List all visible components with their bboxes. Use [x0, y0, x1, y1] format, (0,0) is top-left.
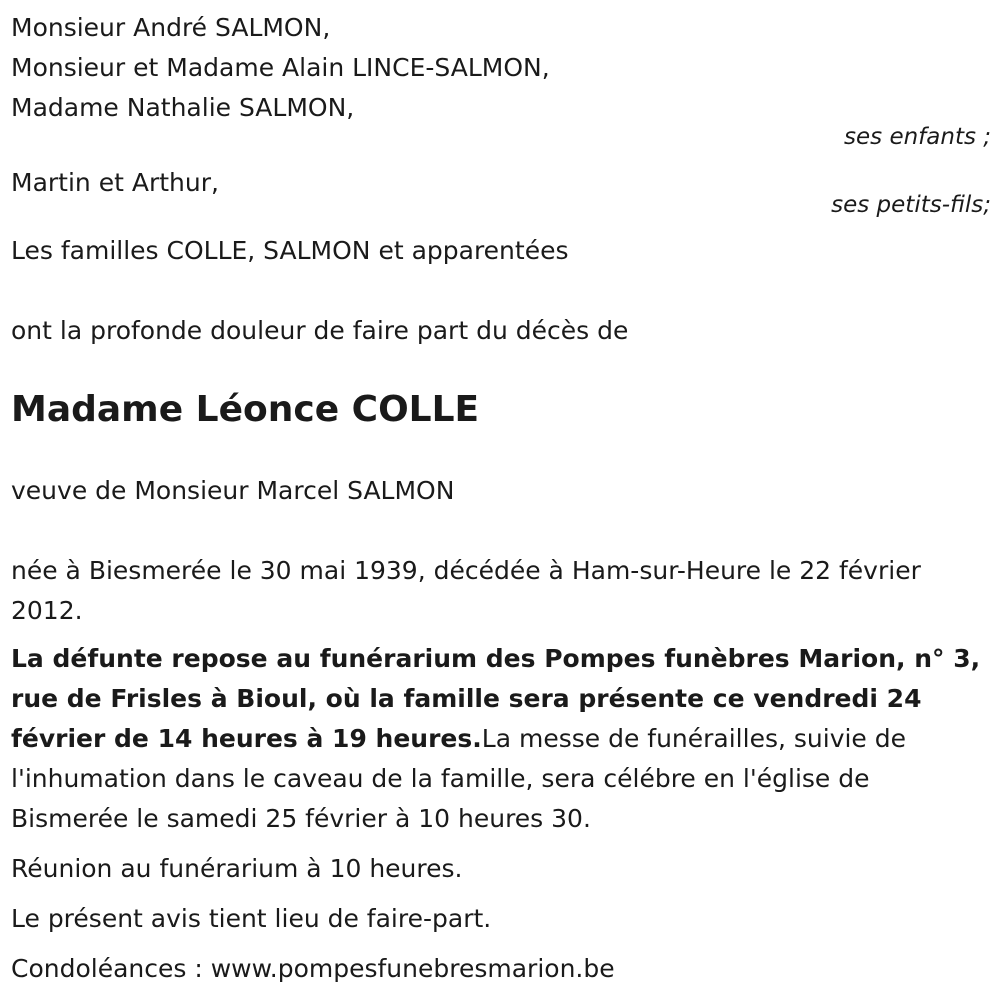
family-line-1: Monsieur André SALMON,: [11, 13, 331, 42]
funerarium-details: La défunte repose au funérarium des Pompes funèbres Marion, n° 3, rue de Frisles à Bioul, où la famille sera présente ce vendredi 24 février de 14 heures à 19 heures.: [11, 644, 981, 753]
notice-line: Le présent avis tient lieu de faire-part.: [11, 904, 492, 933]
family-line-3: Madame Nathalie SALMON,: [11, 93, 355, 122]
announcement-line: ont la profonde douleur de faire part du décès de: [11, 316, 629, 345]
deceased-name: Madame Léonce COLLE: [11, 389, 480, 430]
meeting-line: Réunion au funérarium à 10 heures.: [11, 854, 463, 883]
condolences-line: Condoléances : www.pompesfunebresmarion.be: [11, 954, 615, 983]
children-note: ses enfants ;: [844, 124, 991, 150]
family-line-2: Monsieur et Madame Alain LINCE-SALMON,: [11, 53, 550, 82]
obituary-notice: [11, 8, 991, 989]
families-line: Les familles COLLE, SALMON et apparentées: [11, 236, 569, 265]
grandchildren-line: Martin et Arthur,: [11, 168, 219, 197]
mass-details: La messe de funérailles, suivie de l'inhumation dans le caveau de la famille, sera célébre en l'église de Bismerée le samedi 25 février à 10 heures 30.: [11, 724, 907, 833]
grandchildren-note: ses petits-fils;: [831, 192, 991, 218]
ceremony-paragraph: [11, 639, 991, 839]
birth-death-paragraph: née à Biesmerée le 30 mai 1939, décédée à Ham-sur-Heure le 22 février 2012.: [11, 556, 921, 625]
widow-of-line: veuve de Monsieur Marcel SALMON: [11, 476, 455, 505]
